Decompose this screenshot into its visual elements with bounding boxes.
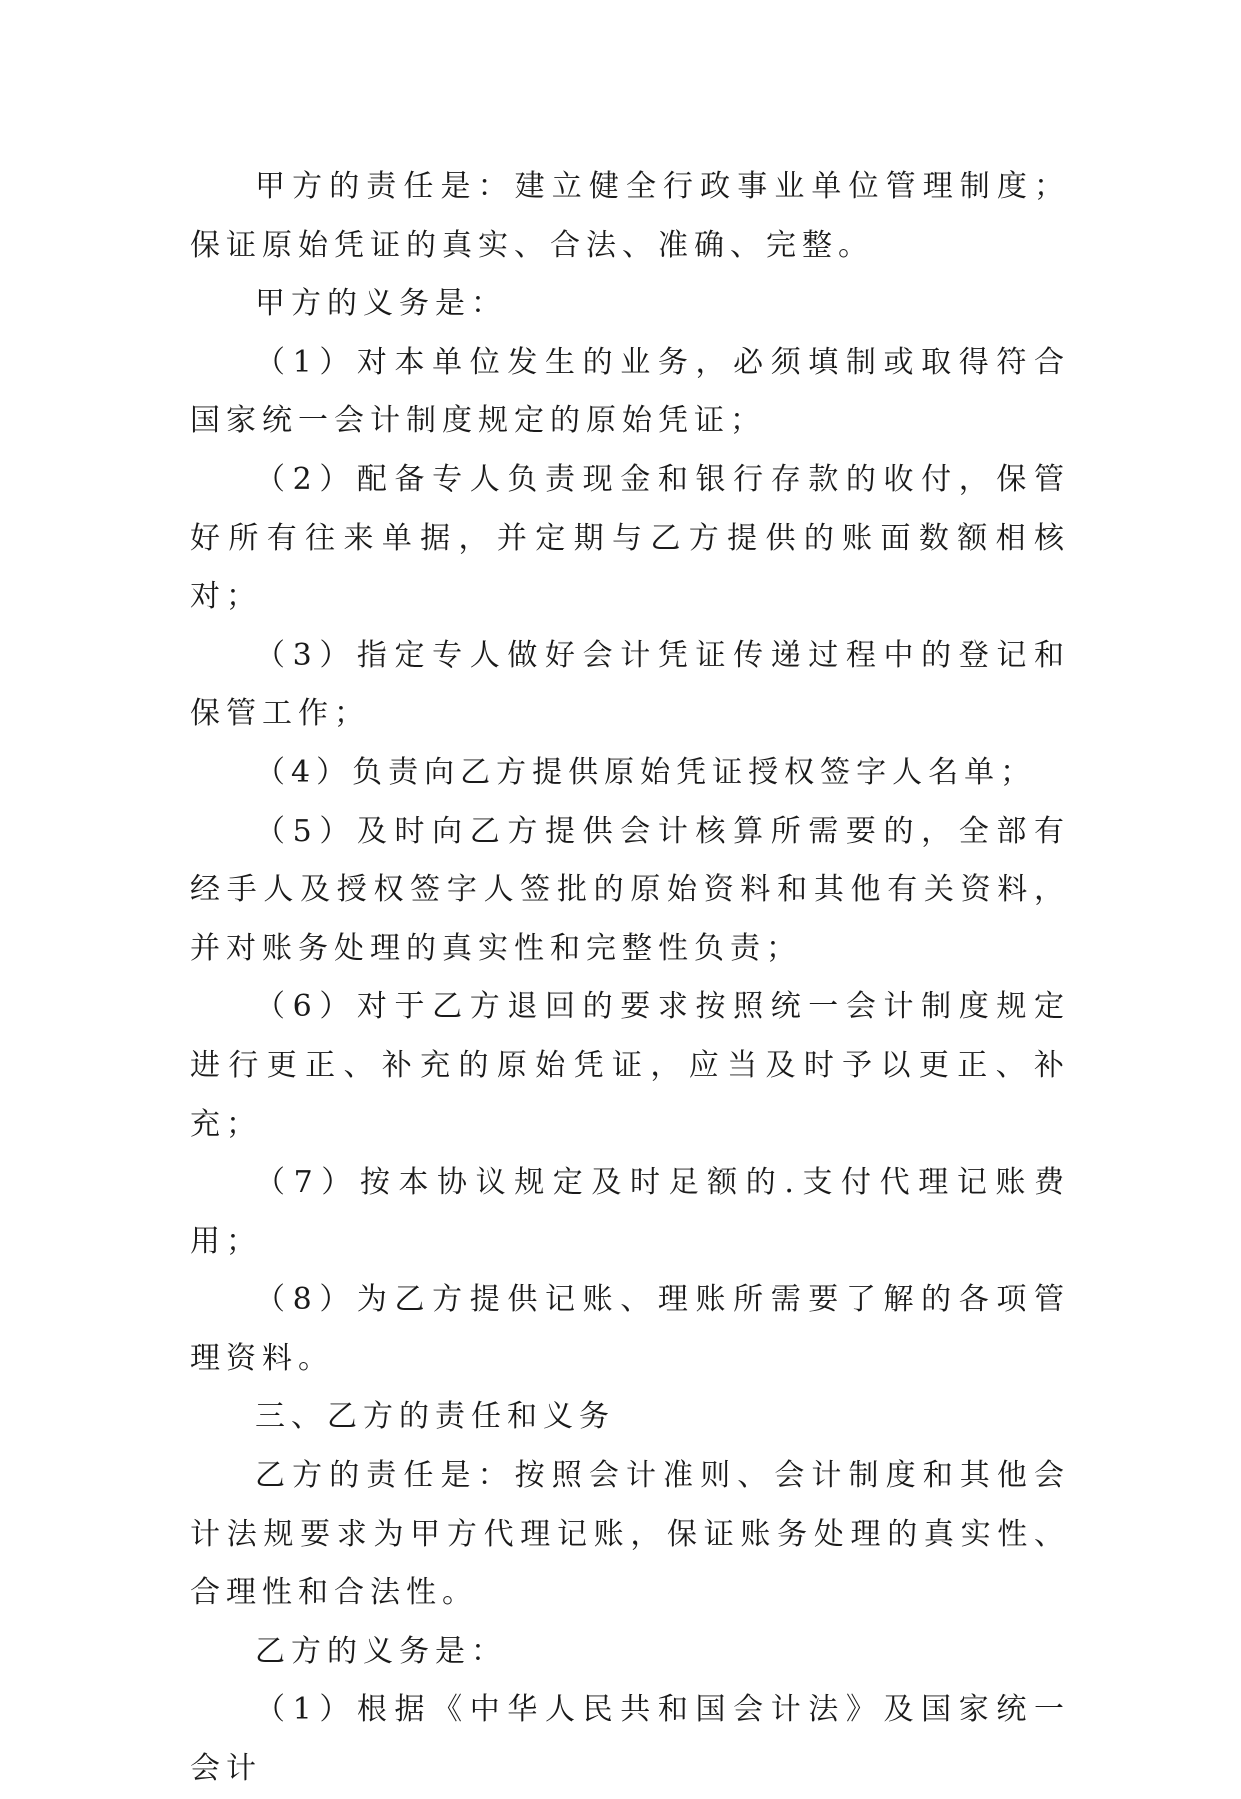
paragraph: 甲方的义务是： — [255, 286, 507, 322]
list-item: （1）根据《中华人民共和国会计法》及国家统一会计 — [190, 1692, 1070, 1787]
list-item: （8）为乙方提供记账、理账所需要了解的各项管理资料。 — [190, 1282, 1070, 1376]
list-item: （2）配备专人负责现金和银行存款的收付，保管好所有往来单据，并定期与乙方提供的账面数额相核对； — [190, 461, 1070, 615]
paragraph: 甲方的责任是：建立健全行政事业单位管理制度；保证原始凭证的真实、合法、准确、完整。 — [190, 169, 1070, 263]
list-item: （5）及时向乙方提供会计核算所需要的，全部有经手人及授权签字人签批的原始资料和其他有关资料，并对账务处理的真实性和完整性负责； — [190, 813, 1070, 966]
list-item: （6）对于乙方退回的要求按照统一会计制度规定进行更正、补充的原始凭证，应当及时予以更正、补充； — [190, 989, 1070, 1142]
paragraph: 乙方的责任是：按照会计准则、会计制度和其他会计法规要求为甲方代理记账，保证账务处理的真实性、合理性和合法性。 — [190, 1458, 1070, 1611]
section-heading: 三、乙方的责任和义务 — [255, 1399, 615, 1435]
document-body — [190, 158, 1070, 1799]
list-item: （1）对本单位发生的业务，必须填制或取得符合国家统一会计制度规定的原始凭证； — [190, 344, 1070, 439]
list-item: （3）指定专人做好会计凭证传递过程中的登记和保管工作； — [190, 637, 1070, 732]
list-item: （7）按本协议规定及时足额的.支付代理记账费用； — [190, 1165, 1070, 1259]
paragraph: 乙方的义务是： — [255, 1633, 507, 1669]
list-item: （4）负责向乙方提供原始凭证授权签字人名单； — [255, 754, 1037, 790]
